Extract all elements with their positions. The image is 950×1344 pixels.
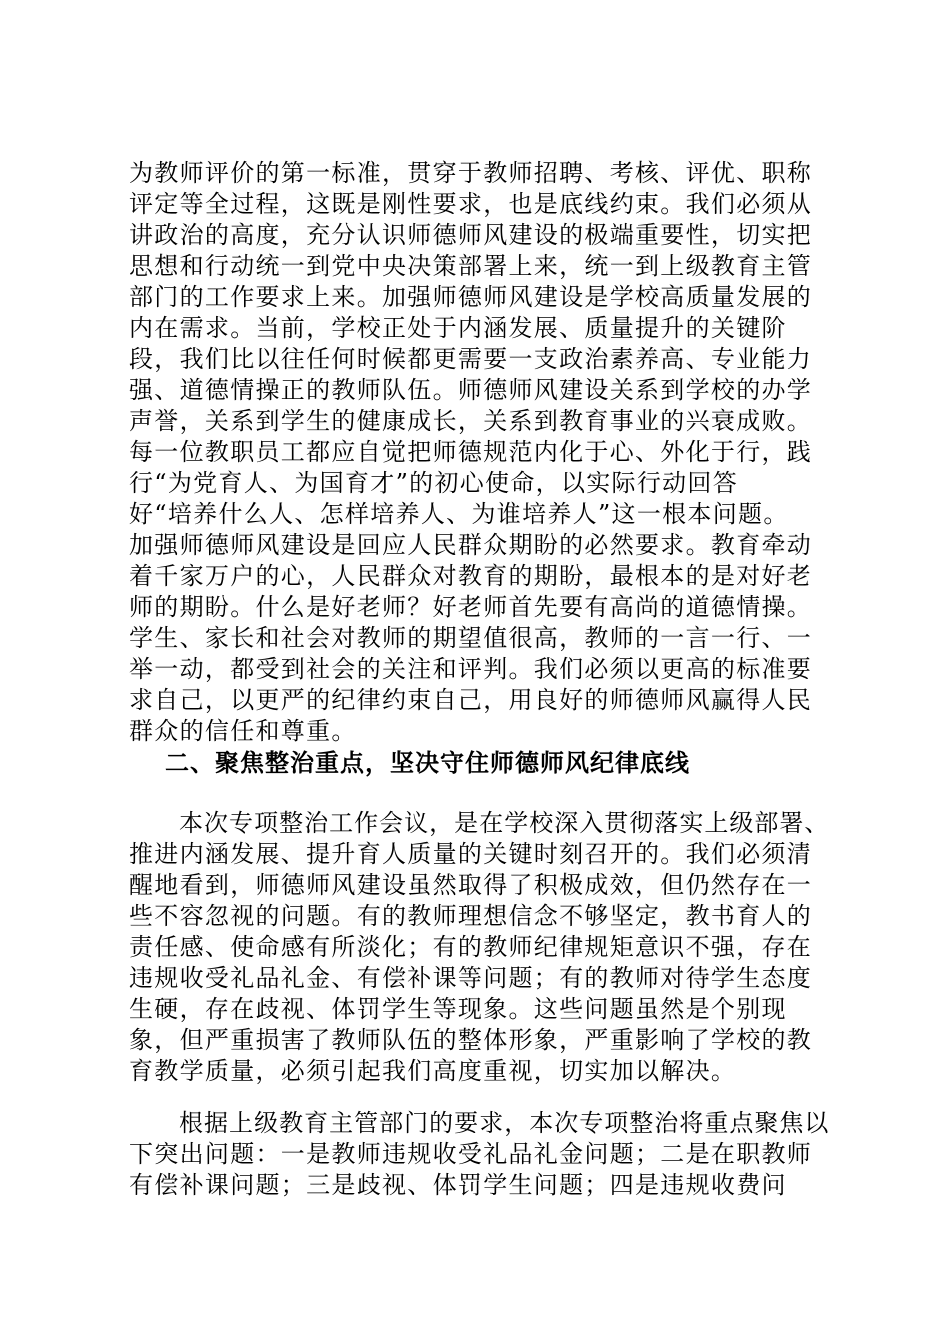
paragraph-line: 生硬，存在歧视、体罚学生等现象。这些问题虽然是个别现 bbox=[129, 995, 787, 1023]
paragraph-2 bbox=[129, 808, 829, 1087]
section-heading: 二、聚焦整治重点，坚决守住师德师风纪律底线 bbox=[165, 749, 690, 777]
paragraph-line: 声誉，关系到学生的健康成长，关系到教育事业的兴衰成败。 bbox=[129, 407, 813, 435]
paragraph-line: 讲政治的高度，充分认识师德师风建设的极端重要性，切实把 bbox=[129, 221, 813, 249]
paragraph-line: 段，我们比以往任何时候都更需要一支政治素养高、专业能力 bbox=[129, 345, 813, 373]
paragraph-line: 强、道德情操正的教师队伍。师德师风建设关系到学校的办学 bbox=[129, 376, 813, 404]
paragraph-line: 行“为党育人、为国育才”的初心使命，以实际行动回答 bbox=[129, 469, 739, 497]
paragraph-line: 违规收受礼品礼金、有偿补课等问题；有的教师对待学生态度 bbox=[129, 964, 813, 992]
paragraph-line: 举一动，都受到社会的关注和评判。我们必须以更高的标准要 bbox=[129, 655, 813, 683]
paragraph-line: 有偿补课问题；三是歧视、体罚学生问题；四是违规收费问 bbox=[129, 1171, 787, 1199]
paragraph-line: 根据上级教育主管部门的要求，本次专项整治将重点聚焦以 bbox=[129, 1109, 830, 1137]
paragraph-line: 加强师德师风建设是回应人民群众期盼的必然要求。教育牵动 bbox=[129, 531, 813, 559]
paragraph-line: 学生、家长和社会对教师的期望值很高，教师的一言一行、一 bbox=[129, 624, 813, 652]
paragraph-line: 着千家万户的心，人民群众对教育的期盼，最根本的是对好老 bbox=[129, 562, 813, 590]
paragraph-line: 内在需求。当前，学校正处于内涵发展、质量提升的关键阶 bbox=[129, 314, 787, 342]
paragraph-line: 求自己，以更严的纪律约束自己，用良好的师德师风赢得人民 bbox=[129, 686, 813, 714]
paragraph-line: 群众的信任和尊重。 bbox=[129, 717, 357, 745]
paragraph-line: 好“培养什么人、怎样培养人、为谁培养人”这一根本问题。 bbox=[129, 500, 789, 528]
paragraph-3 bbox=[129, 1108, 829, 1201]
paragraph-1 bbox=[129, 158, 829, 747]
paragraph-line: 部门的工作要求上来。加强师德师风建设是学校高质量发展的 bbox=[129, 283, 813, 311]
paragraph-line: 责任感、使命感有所淡化；有的教师纪律规矩意识不强，存在 bbox=[129, 933, 813, 961]
paragraph-line: 每一位教职员工都应自觉把师德规范内化于心、外化于行，践 bbox=[129, 438, 813, 466]
paragraph-line: 育教学质量，必须引起我们高度重视，切实加以解决。 bbox=[129, 1057, 737, 1085]
paragraph-line: 思想和行动统一到党中央决策部署上来，统一到上级教育主管 bbox=[129, 252, 813, 280]
paragraph-line: 下突出问题：一是教师违规收受礼品礼金问题；二是在职教师 bbox=[129, 1140, 813, 1168]
paragraph-line: 醒地看到，师德师风建设虽然取得了积极成效，但仍然存在一 bbox=[129, 871, 813, 899]
paragraph-line: 为教师评价的第一标准，贯穿于教师招聘、考核、评优、职称 bbox=[129, 159, 813, 187]
paragraph-line: 本次专项整治工作会议，是在学校深入贯彻落实上级部署、 bbox=[129, 809, 830, 837]
paragraph-line: 象，但严重损害了教师队伍的整体形象，严重影响了学校的教 bbox=[129, 1026, 813, 1054]
paragraph-line: 些不容忽视的问题。有的教师理想信念不够坚定，教书育人的 bbox=[129, 902, 813, 930]
paragraph-line: 评定等全过程，这既是刚性要求，也是底线约束。我们必须从 bbox=[129, 190, 813, 218]
paragraph-line: 师的期盼。什么是好老师？好老师首先要有高尚的道德情操。 bbox=[129, 593, 813, 621]
paragraph-line: 推进内涵发展、提升育人质量的关键时刻召开的。我们必须清 bbox=[129, 840, 813, 868]
